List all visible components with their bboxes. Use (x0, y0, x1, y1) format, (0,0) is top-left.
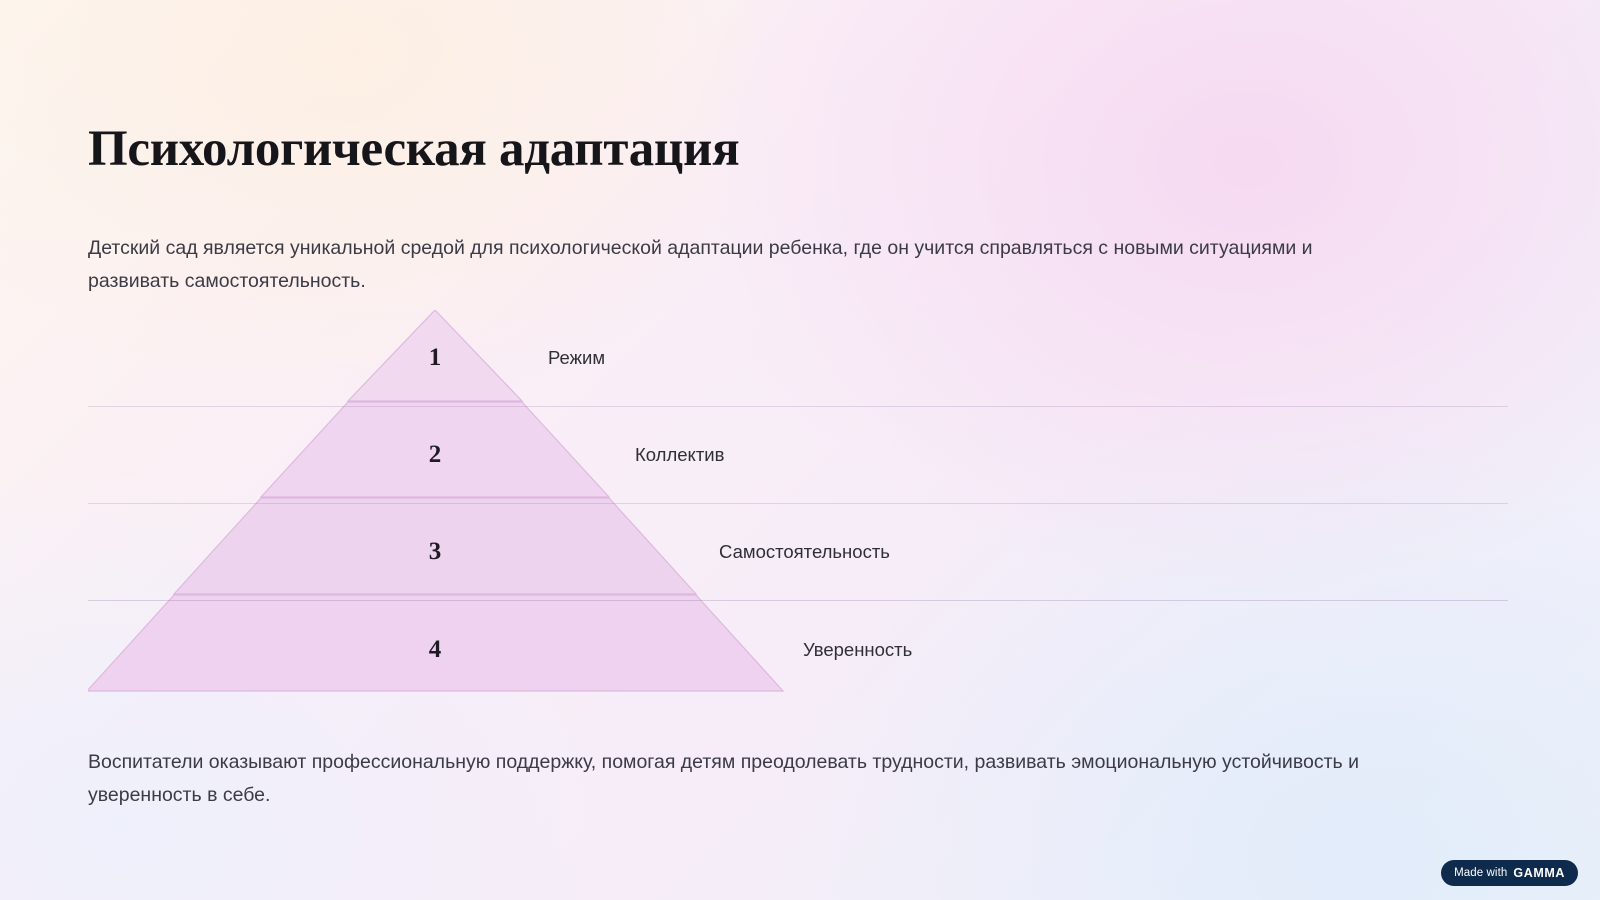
pyramid-level-1-label: Режим (548, 347, 606, 368)
pyramid-rows (88, 310, 1508, 700)
pyramid-level-3-label: Самостоятельность (719, 541, 890, 562)
pyramid-level-4-number: 4 (428, 635, 442, 663)
pyramid-level-3-number: 3 (428, 538, 442, 565)
made-with-label: Made with (1454, 867, 1508, 879)
pyramid-level-4-label: Уверенность (803, 638, 913, 660)
pyramid-level-2-label: Коллектив (635, 444, 725, 465)
page-title: Психологическая адаптация (88, 121, 740, 178)
pyramid-level-1-number: 1 (428, 344, 442, 371)
pyramid-level-3 (88, 504, 1508, 601)
pyramid-level-2 (88, 407, 1508, 504)
gamma-logo: GAMMA (1513, 866, 1565, 880)
pyramid-diagram (88, 310, 1508, 700)
intro-paragraph: Детский сад является уникальной средой для психологической адаптации ребенка, где он учится справляться с новыми ситуациями и развивать самостоятельность. (88, 236, 1313, 293)
pyramid-level-4 (88, 601, 1508, 698)
outro-paragraph: Воспитатели оказывают профессиональную поддержку, помогая детям преодолевать трудности, развивать эмоциональную устойчивость и уверенность в себе. (88, 750, 1359, 807)
pyramid-level-1 (88, 310, 1508, 407)
pyramid-level-2-number: 2 (428, 441, 442, 468)
made-with-gamma-badge[interactable] (1441, 860, 1578, 886)
